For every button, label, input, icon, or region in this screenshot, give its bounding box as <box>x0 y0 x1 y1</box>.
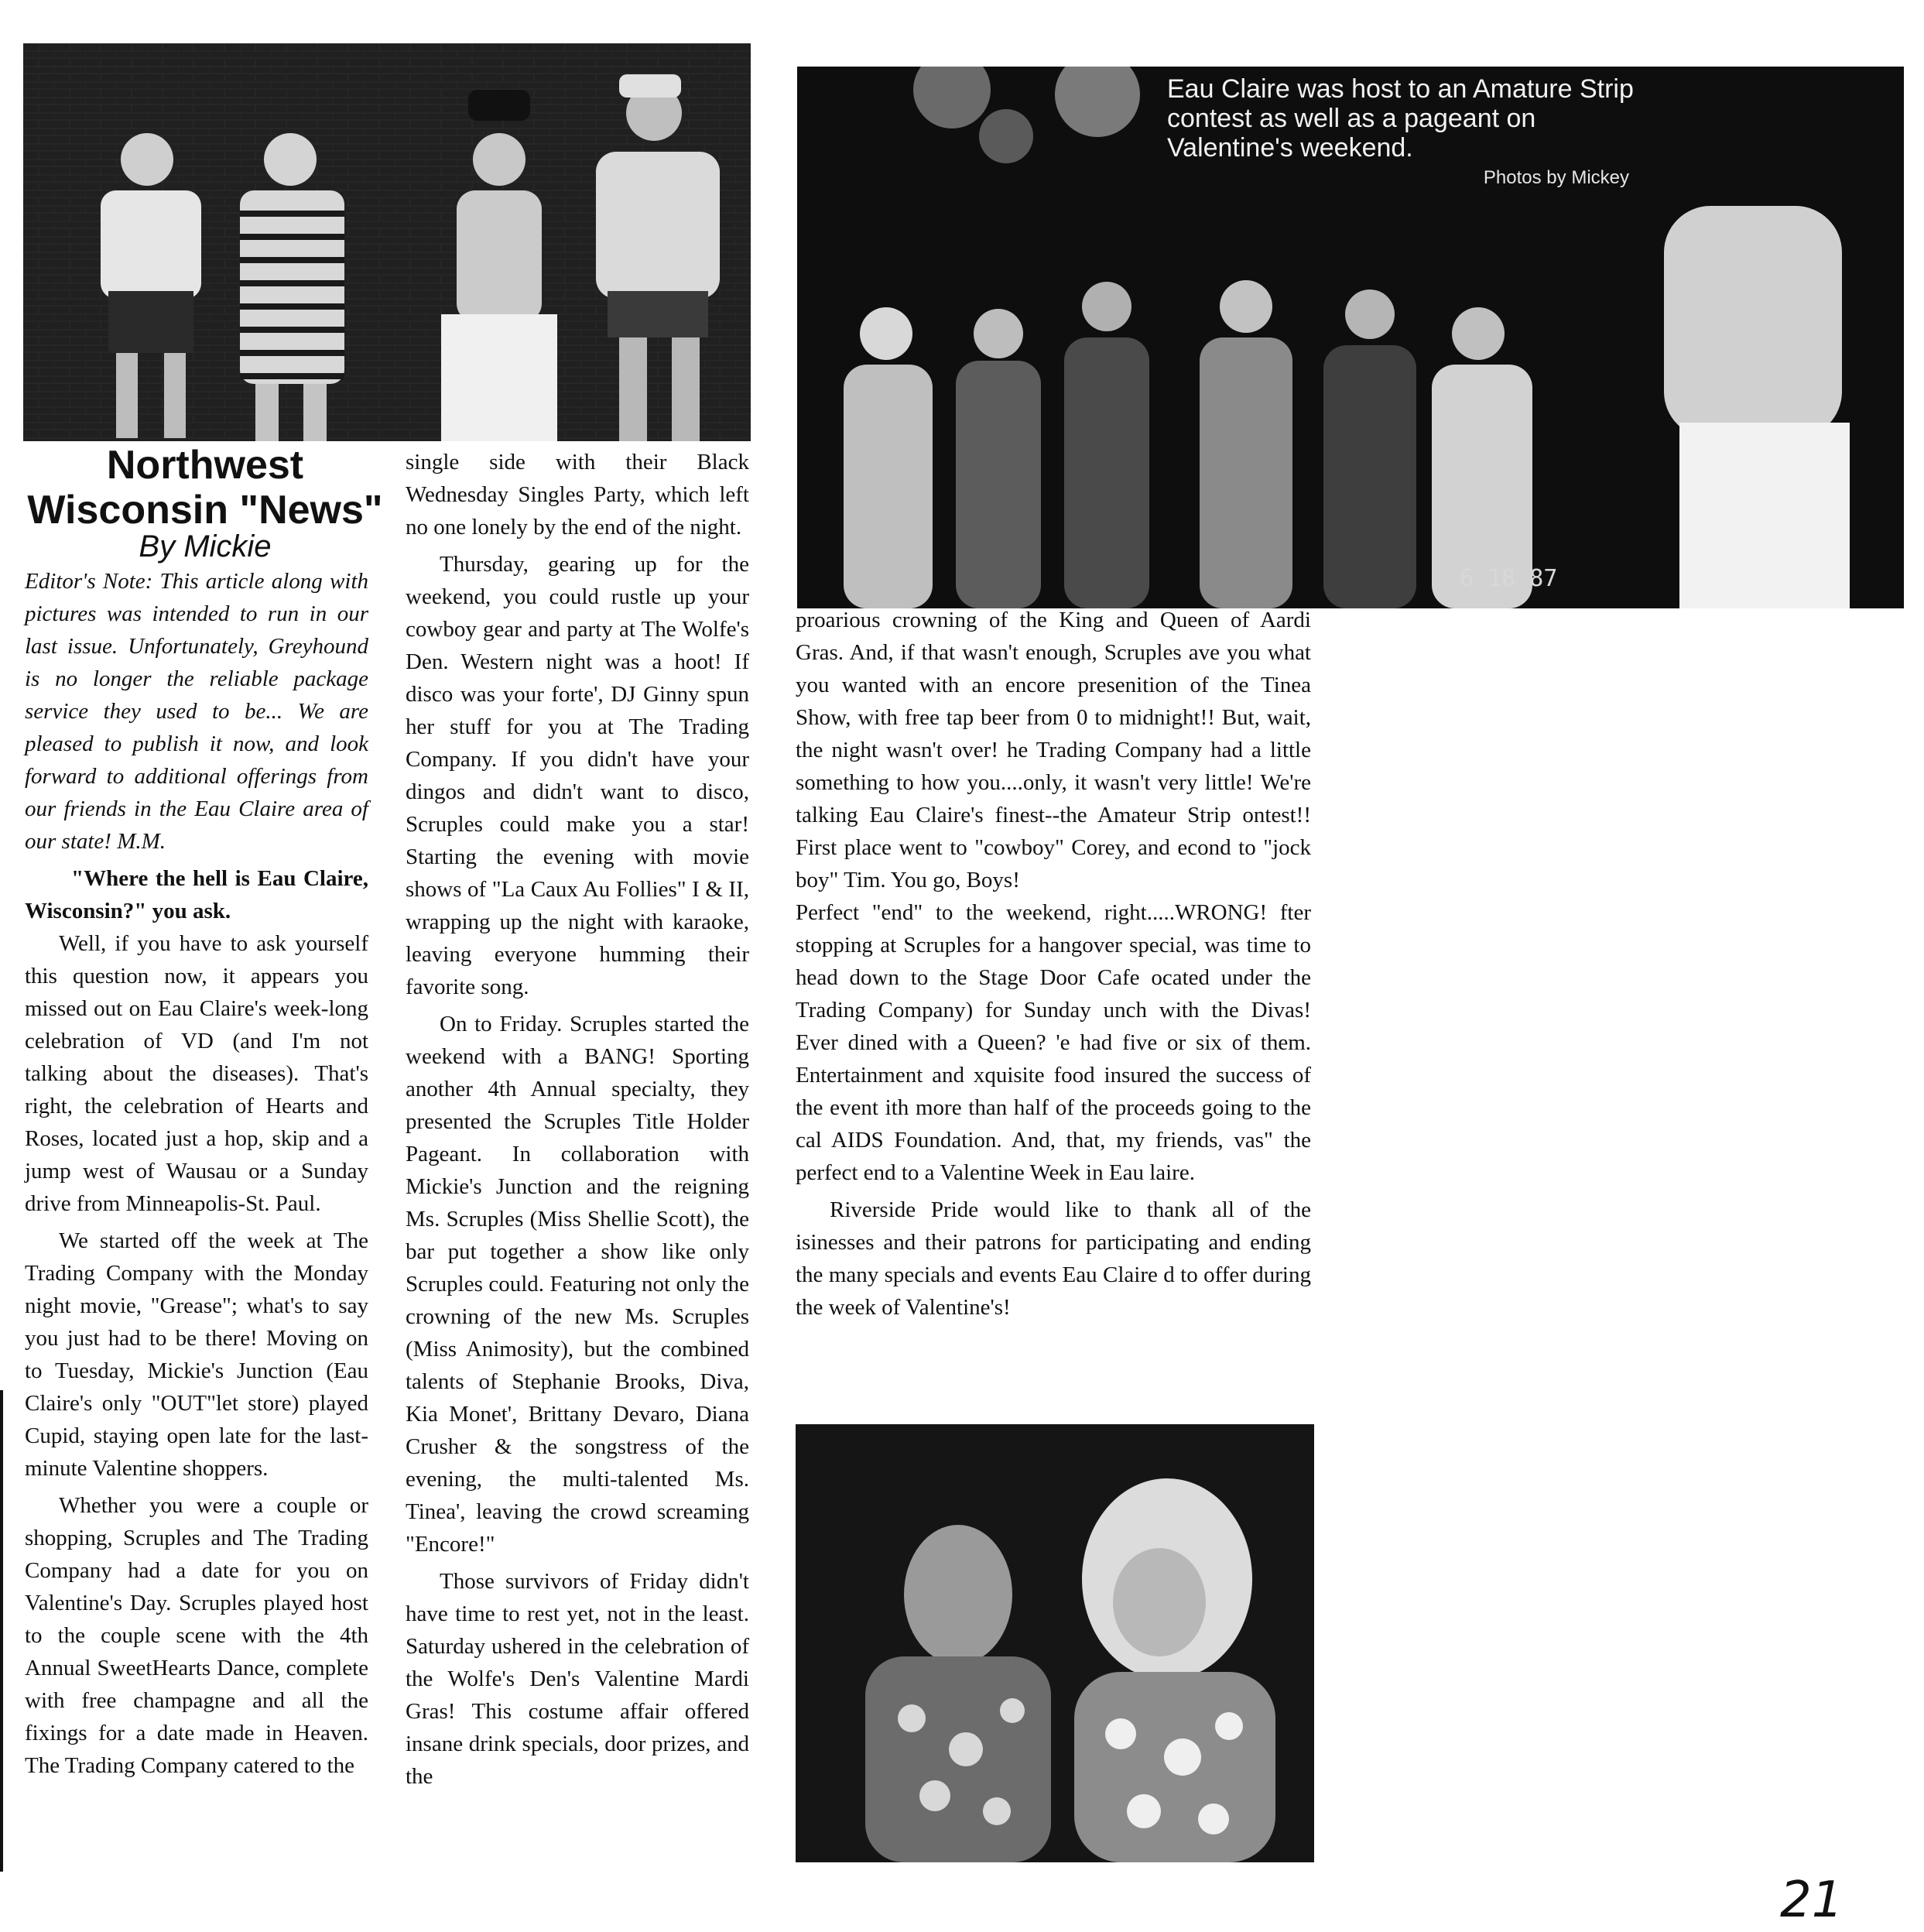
lead-question: "Where the hell is Eau Claire, Wisconsin?" you ask. <box>25 866 368 923</box>
paragraph: We started off the week at The Trading Company with the Monday night movie, "Grease"; what's to say you just had to be there! Moving on to Tuesday, Mickie's Junction (Eau Claire's only "OUT"let store) played Cupid, staying open late for the last-minute Valentine shoppers. <box>25 1228 368 1481</box>
column-1 <box>25 565 368 1782</box>
column-2 <box>406 446 749 1793</box>
column-rule <box>0 1390 3 1872</box>
paragraph: Riverside Pride would like to thank all of the isinesses and their patrons for participating and ending the many specials and events Eau Claire d to offer during the week of Valentine's! <box>796 1197 1311 1320</box>
headline-line-2: Wisconsin "News" <box>27 488 383 533</box>
editor-note: Editor's Note: This article along with pictures was intended to run in our last issue. Unfortunately, Greyhound is no longer the reliable package service they used to be... We are pleased to publish it now, and look forward to additional offerings from our friends in the Eau Claire area of our state! M.M. <box>25 569 368 854</box>
photo-divas <box>796 1424 1314 1862</box>
headline-line-1: Northwest <box>106 443 304 488</box>
photo-credit: Photos by Mickey <box>1483 167 1629 188</box>
page-number: 21 <box>1780 1872 1844 1929</box>
paragraph: Whether you were a couple or shopping, Scruples and The Trading Company had a date for you on Valentine's Day. Scruples played host to the couple scene with the 4th Annual SweetHearts Dance, complete with free champagne and all the fixings for a date made in Heaven. The Trading Company catered to the <box>25 1493 368 1778</box>
byline: By Mickie <box>139 529 272 564</box>
photo-four-men <box>23 43 751 441</box>
date-stamp: 6 18 87 <box>1460 565 1558 592</box>
paragraph: Well, if you have to ask yourself this question now, it appears you missed out on Eau Claire's week-long celebration of VD (and I'm not talking about the diseases). That's right, the celebration of Hearts and Roses, located just a hop, skip and a jump west of Wausau or a Sunday drive from Minneapolis-St. Paul. <box>25 931 368 1216</box>
paragraph: single side with their Black Wednesday Singles Party, which left no one lonely by the end of the night. <box>406 450 749 540</box>
paragraph: Perfect "end" to the weekend, right.....WRONG! fter stopping at Scruples for a hangover special, was time to head down to the Stage Door Cafe ocated under the Trading Company) for Sunday unch with the Divas! Ever dined with a Queen? 'e had five or six of them. Entertainment and xquisite food insured the success of the event ith more than half of the proceeds going to the cal AIDS Foundation. And, that, my friends, vas" the perfect end to a Valentine Week in Eau laire. <box>796 900 1311 1185</box>
paragraph: proarious crowning of the King and Queen of Aardi Gras. And, if that wasn't enough, Scruples ave you what you wanted with an encore presenition of the Tinea Show, with free tap beer from 0 to midnight!! But, wait, the night wasn't over! he Trading Company had a little something to how you....only, it wasn't very little! We're talking Eau Claire's finest--the Amateur Strip ontest!! First place went to "cowboy" Corey, and econd to "jock boy" Tim. You go, Boys! <box>796 608 1311 892</box>
article-headline <box>23 443 387 533</box>
paragraph: On to Friday. Scruples started the weekend with a BANG! Sporting another 4th Annual specialty, they presented the Scruples Title Holder Pageant. In collaboration with Mickie's Junction and the reigning Ms. Scruples (Miss Shellie Scott), the bar put together a show like only Scruples could. Featuring not only the crowning of the new Ms. Scruples (Miss Animosity), but the combined talents of Stephanie Brooks, Diva, Kia Monet', Brittany Devaro, Diana Crusher & the songstress of the evening, the multi-talented Ms. Tinea', leaving the crowd screaming "Encore!" <box>406 1012 749 1557</box>
paragraph: Thursday, gearing up for the weekend, you could rustle up your cowboy gear and party at The Wolfe's Den. Western night was a hoot! If disco was your forte', DJ Ginny spun her stuff for you at The Trading Company. If you didn't have your dingos and didn't want to disco, Scruples could make you a star! Starting the evening with movie shows of "La Caux Au Follies" I & II, wrapping up the night with karaoke, leaving everyone humming their favorite song. <box>406 552 749 999</box>
column-3 <box>796 604 1311 1324</box>
photo-caption: Eau Claire was host to an Amature Strip contest as well as a pageant on Valentine's weekend. <box>1167 74 1634 163</box>
paragraph: Those survivors of Friday didn't have time to rest yet, not in the least. Saturday ushered in the celebration of the Wolfe's Den's Valentine Mardi Gras! This costume affair offered insane drink specials, door prizes, and the <box>406 1569 749 1789</box>
